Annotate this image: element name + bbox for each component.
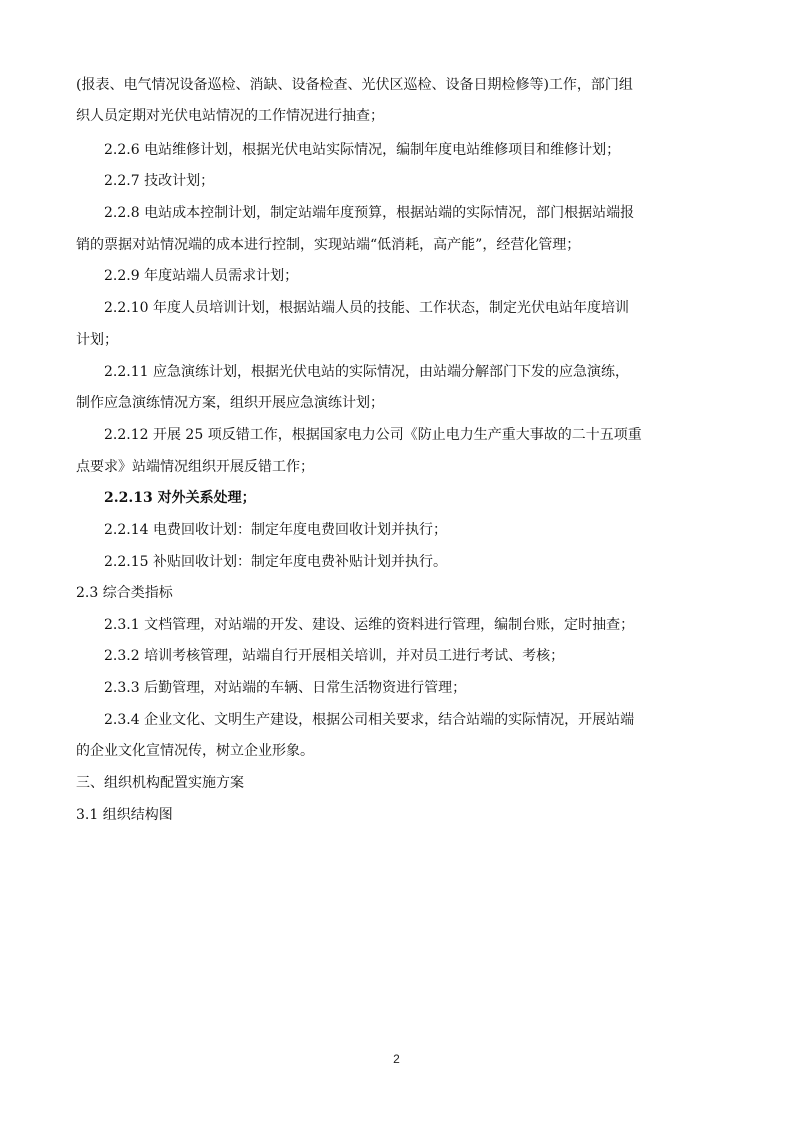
list-item-2-2-14: 2.2.14 电费回收计划：制定年度电费回收计划并执行； xyxy=(104,522,447,538)
list-item-2-3-1: 2.3.1 文档管理，对站端的开发、建设、运维的资料进行管理，编制台账，定时抽查； xyxy=(104,617,635,633)
list-item-2-2-12: 2.2.12 开展 25 项反错工作，根据国家电力公司《防止电力生产重大事故的二十五项重 xyxy=(104,427,642,443)
paragraph-line: 的企业文化宣情况传，树立企业形象。 xyxy=(76,743,314,759)
section-heading-3: 三、组织机构配置实施方案 xyxy=(76,775,244,791)
paragraph-line: (报表、电气情况设备巡检、消缺、设备检查、光伏区巡检、设备日期检修等)工作，部门组 xyxy=(76,77,633,93)
list-item-2-2-8: 2.2.8 电站成本控制计划，制定站端年度预算，根据站端的实际情况，部门根据站端报 xyxy=(104,205,635,221)
paragraph-line: 计划； xyxy=(76,332,118,348)
list-item-2-2-11: 2.2.11 应急演练计划，根据光伏电站的实际情况，由站端分解部门下发的应急演练， xyxy=(104,364,629,380)
section-heading-3-1: 3.1 组织结构图 xyxy=(76,807,173,823)
page-number: 2 xyxy=(393,1052,400,1066)
paragraph-line: 制作应急演练情况方案，组织开展应急演练计划； xyxy=(76,395,384,411)
list-item-2-3-4: 2.3.4 企业文化、文明生产建设，根据公司相关要求，结合站端的实际情况，开展站端 xyxy=(104,712,635,728)
paragraph-line: 织人员定期对光伏电站情况的工作情况进行抽查； xyxy=(76,108,384,124)
list-item-2-2-9: 2.2.9 年度站端人员需求计划； xyxy=(104,268,299,284)
list-item-2-2-7: 2.2.7 技改计划； xyxy=(104,173,215,189)
paragraph-line: 销的票据对站情况端的成本进行控制，实现站端“低消耗，高产能”，经营化管理； xyxy=(76,237,581,253)
list-item-2-2-6: 2.2.6 电站维修计划，根据光伏电站实际情况，编制年度电站维修项目和维修计划； xyxy=(104,142,621,158)
list-item-2-2-13: 2.2.13 对外关系处理； xyxy=(104,490,256,506)
list-item-2-3-2: 2.3.2 培训考核管理，站端自行开展相关培训，并对员工进行考试、考核； xyxy=(104,648,565,664)
list-item-2-3-3: 2.3.3 后勤管理，对站端的车辆、日常生活物资进行管理； xyxy=(104,680,467,696)
list-item-2-2-10: 2.2.10 年度人员培训计划，根据站端人员的技能、工作状态，制定光伏电站年度培训 xyxy=(104,300,629,316)
paragraph-line: 点要求》站端情况组织开展反错工作； xyxy=(76,459,314,475)
list-item-2-2-15: 2.2.15 补贴回收计划：制定年度电费补贴计划并执行。 xyxy=(104,554,447,570)
section-heading-2-3: 2.3 综合类指标 xyxy=(76,585,173,601)
